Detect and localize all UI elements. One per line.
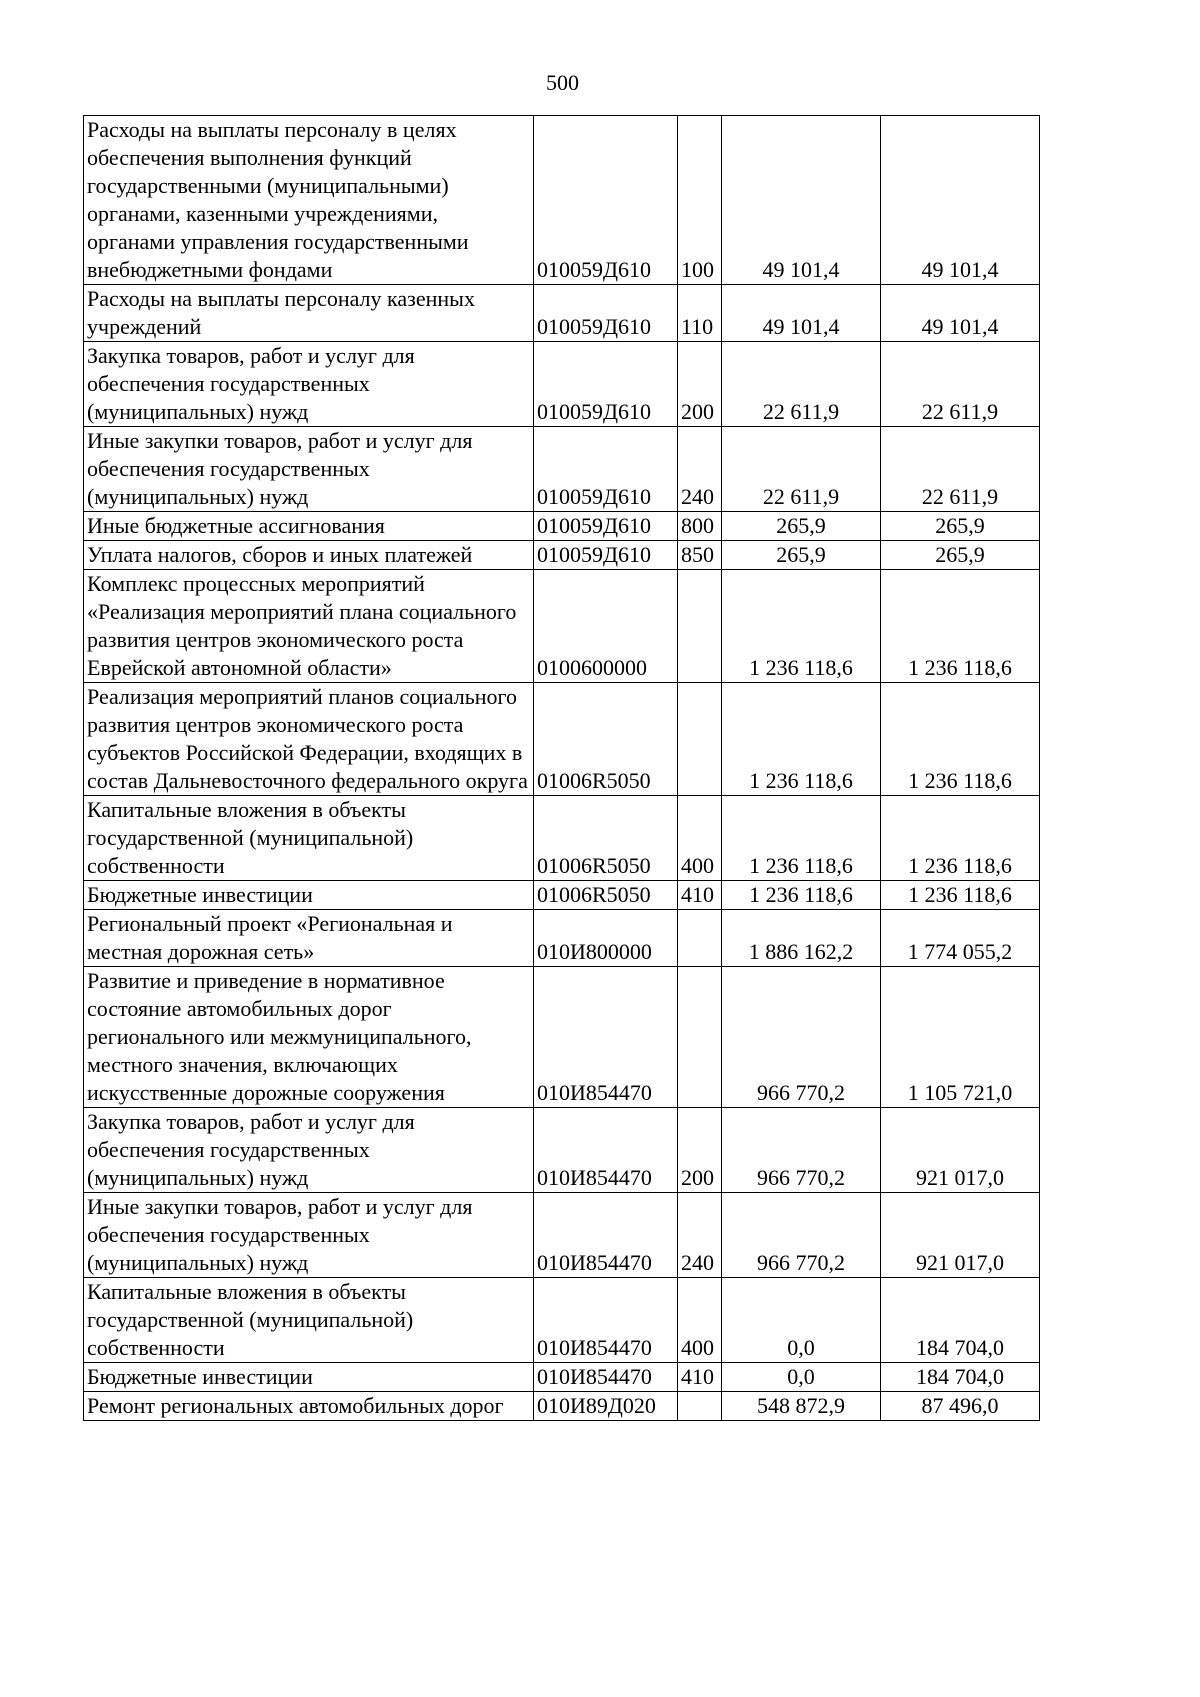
target-code-cell: 01006R5050 [534,796,678,881]
expense-name-cell: Закупка товаров, работ и услуг для обеспечения государственных (муниципальных) нужд [84,342,534,427]
amount-year-2-cell: 1 236 118,6 [881,796,1040,881]
expense-name-cell: Иные бюджетные ассигнования [84,512,534,541]
target-code-cell: 010И854470 [534,967,678,1108]
expense-type-cell: 410 [678,881,722,910]
amount-year-1-cell: 966 770,2 [722,967,881,1108]
table-row [84,1108,1040,1193]
expense-type-cell: 110 [678,285,722,342]
amount-year-1-cell: 22 611,9 [722,342,881,427]
target-code-cell: 01006R5050 [534,881,678,910]
amount-year-1-cell: 1 236 118,6 [722,570,881,683]
table-row [84,796,1040,881]
amount-year-1-cell: 49 101,4 [722,116,881,285]
amount-year-1-cell: 1 886 162,2 [722,910,881,967]
amount-year-2-cell: 1 236 118,6 [881,683,1040,796]
table-row [84,967,1040,1108]
expense-name-cell: Бюджетные инвестиции [84,881,534,910]
table-row [84,342,1040,427]
target-code-cell: 010И854470 [534,1108,678,1193]
budget-table-body [84,116,1040,1421]
table-row [84,1363,1040,1392]
expense-type-cell: 200 [678,342,722,427]
expense-name-cell: Капитальные вложения в объекты государственной (муниципальной) собственности [84,1278,534,1363]
target-code-cell: 0100600000 [534,570,678,683]
table-row [84,910,1040,967]
amount-year-1-cell: 966 770,2 [722,1193,881,1278]
budget-table [83,115,1040,1421]
expense-name-cell: Иные закупки товаров, работ и услуг для обеспечения государственных (муниципальных) нужд [84,1193,534,1278]
amount-year-2-cell: 265,9 [881,512,1040,541]
expense-name-cell: Региональный проект «Региональная и местная дорожная сеть» [84,910,534,967]
target-code-cell: 010И854470 [534,1363,678,1392]
amount-year-2-cell: 921 017,0 [881,1193,1040,1278]
amount-year-1-cell: 49 101,4 [722,285,881,342]
amount-year-2-cell: 265,9 [881,541,1040,570]
table-row [84,1392,1040,1421]
target-code-cell: 010И854470 [534,1278,678,1363]
expense-name-cell: Закупка товаров, работ и услуг для обеспечения государственных (муниципальных) нужд [84,1108,534,1193]
amount-year-2-cell: 1 236 118,6 [881,570,1040,683]
expense-type-cell: 400 [678,1278,722,1363]
expense-type-cell [678,910,722,967]
expense-type-cell [678,570,722,683]
expense-name-cell: Капитальные вложения в объекты государственной (муниципальной) собственности [84,796,534,881]
amount-year-2-cell: 184 704,0 [881,1278,1040,1363]
amount-year-1-cell: 22 611,9 [722,427,881,512]
expense-type-cell: 800 [678,512,722,541]
amount-year-1-cell: 265,9 [722,512,881,541]
expense-name-cell: Иные закупки товаров, работ и услуг для обеспечения государственных (муниципальных) нужд [84,427,534,512]
table-row [84,512,1040,541]
expense-type-cell: 100 [678,116,722,285]
target-code-cell: 010059Д610 [534,541,678,570]
expense-name-cell: Развитие и приведение в нормативное состояние автомобильных дорог регионального или межмуниципального, местного значения, включающих искусственные дорожные сооружения [84,967,534,1108]
table-row [84,683,1040,796]
target-code-cell: 010059Д610 [534,427,678,512]
amount-year-2-cell: 1 774 055,2 [881,910,1040,967]
expense-name-cell: Расходы на выплаты персоналу в целях обеспечения выполнения функций государственными (муниципальными) органами, казенными учреждениями, органами управления государственными внебюджетными фондами [84,116,534,285]
expense-type-cell: 850 [678,541,722,570]
expense-type-cell: 240 [678,427,722,512]
expense-type-cell [678,967,722,1108]
amount-year-2-cell: 22 611,9 [881,427,1040,512]
expense-type-cell: 240 [678,1193,722,1278]
table-row [84,570,1040,683]
amount-year-1-cell: 1 236 118,6 [722,796,881,881]
expense-name-cell: Реализация мероприятий планов социального развития центров экономического роста субъектов Российской Федерации, входящих в состав Дальневосточного федерального округа [84,683,534,796]
table-row [84,1278,1040,1363]
expense-type-cell [678,1392,722,1421]
amount-year-1-cell: 1 236 118,6 [722,881,881,910]
amount-year-1-cell: 0,0 [722,1278,881,1363]
target-code-cell: 010И800000 [534,910,678,967]
amount-year-2-cell: 22 611,9 [881,342,1040,427]
expense-name-cell: Уплата налогов, сборов и иных платежей [84,541,534,570]
table-row [84,116,1040,285]
expense-type-cell: 200 [678,1108,722,1193]
amount-year-2-cell: 87 496,0 [881,1392,1040,1421]
amount-year-2-cell: 184 704,0 [881,1363,1040,1392]
table-row [84,285,1040,342]
amount-year-1-cell: 265,9 [722,541,881,570]
table-row [84,541,1040,570]
amount-year-2-cell: 921 017,0 [881,1108,1040,1193]
target-code-cell: 010059Д610 [534,285,678,342]
amount-year-1-cell: 966 770,2 [722,1108,881,1193]
expense-type-cell [678,683,722,796]
target-code-cell: 010И89Д020 [534,1392,678,1421]
expense-name-cell: Расходы на выплаты персоналу казенных учреждений [84,285,534,342]
amount-year-2-cell: 1 236 118,6 [881,881,1040,910]
amount-year-1-cell: 0,0 [722,1363,881,1392]
amount-year-2-cell: 49 101,4 [881,285,1040,342]
expense-name-cell: Ремонт региональных автомобильных дорог [84,1392,534,1421]
expense-name-cell: Бюджетные инвестиции [84,1363,534,1392]
expense-name-cell: Комплекс процессных мероприятий «Реализация мероприятий плана социального развития центров экономического роста Еврейской автономной области» [84,570,534,683]
target-code-cell: 01006R5050 [534,683,678,796]
amount-year-1-cell: 1 236 118,6 [722,683,881,796]
expense-type-cell: 410 [678,1363,722,1392]
table-row [84,1193,1040,1278]
amount-year-1-cell: 548 872,9 [722,1392,881,1421]
expense-type-cell: 400 [678,796,722,881]
target-code-cell: 010059Д610 [534,512,678,541]
amount-year-2-cell: 49 101,4 [881,116,1040,285]
table-row [84,881,1040,910]
table-row [84,427,1040,512]
page-number: 500 [546,70,579,95]
amount-year-2-cell: 1 105 721,0 [881,967,1040,1108]
target-code-cell: 010059Д610 [534,342,678,427]
target-code-cell: 010059Д610 [534,116,678,285]
target-code-cell: 010И854470 [534,1193,678,1278]
